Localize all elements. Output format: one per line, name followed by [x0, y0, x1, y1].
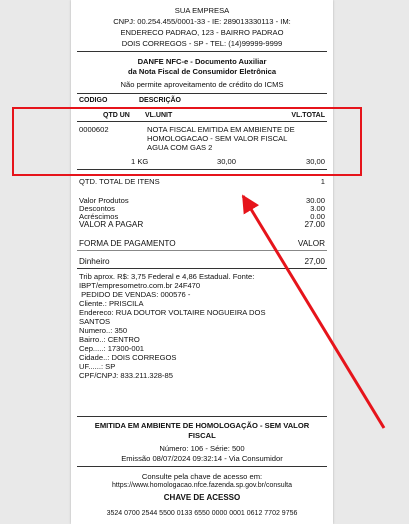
col-descricao: DESCRIÇÃO — [139, 97, 182, 104]
company-city-phone: DOIS CORREGOS - SP - TEL: (14)99999-9999 — [121, 39, 283, 48]
homolog-warning-cont: FISCAL — [188, 431, 216, 440]
info-client: Cliente.: PRISCILA — [79, 299, 144, 308]
col-vl-total: VL.TOTAL — [291, 112, 325, 119]
info-zip: Cep.....: 17300-001 — [79, 344, 145, 353]
col-vl-unit: VL.UNIT — [145, 112, 173, 119]
amount-due-value: 27.00 — [304, 220, 325, 229]
info-order: PEDIDO DE VENDAS: 000576 - — [79, 290, 191, 299]
info-document: CPF/CNPJ: 833.211.328-85 — [79, 371, 173, 380]
info-source: IBPT/empresometro.com.br 24F470 — [79, 281, 201, 290]
info-address: Endereco: RUA DOUTOR VOLTAIRE NOGUEIRA DOS — [79, 308, 266, 317]
payment-amount: 27,00 — [304, 257, 325, 266]
company-name: SUA EMPRESA — [174, 6, 230, 15]
info-tax: Trib aprox. R$: 3,75 Federal e 4,86 Estadual. Fonte: — [79, 272, 255, 281]
payment-value-label: VALOR — [297, 239, 325, 248]
products-label: Valor Produtos — [79, 196, 129, 205]
icms-note: Não permite aproveitamento de crédito do ICMS — [120, 80, 284, 89]
payment-label: FORMA DE PAGAMENTO — [79, 239, 176, 248]
company-address: ENDERECO PADRAO, 123 - BAIRRO PADRAO — [120, 28, 284, 37]
total-items-value: 1 — [320, 177, 325, 186]
consult-url[interactable]: https://www.homologacao.nfce.fazenda.sp.gov.br/consulta — [111, 482, 293, 489]
discount-label: Descontos — [79, 204, 115, 213]
access-key: 3524 0700 2544 5500 0133 6550 0000 0001 0612 7702 9756 — [106, 510, 298, 517]
item-desc-line1: NOTA FISCAL EMITIDA EM AMBIENTE DE — [147, 125, 295, 134]
total-items-label: QTD. TOTAL DE ITENS — [79, 177, 160, 186]
item-qty-un: 1 KG — [131, 157, 149, 166]
col-codigo: CODIGO — [79, 97, 108, 104]
col-qtd-un: QTD UN — [103, 112, 130, 119]
discount-value: 3.00 — [310, 204, 325, 213]
item-desc-line3: AGUA COM GAS 2 — [147, 143, 213, 152]
info-state: UF......: SP — [79, 362, 116, 371]
danfe-subtitle: da Nota Fiscal de Consumidor Eletrônica — [127, 67, 277, 76]
surcharge-value: 0.00 — [310, 212, 325, 221]
homolog-warning: EMITIDA EM AMBIENTE DE HOMOLOGAÇÃO - SEM VALOR — [94, 421, 310, 430]
info-address-cont: SANTOS — [79, 317, 111, 326]
issue-date: Emissão 08/07/2024 09:32:14 - Via Consumidor — [121, 454, 283, 463]
item-code: 0000602 — [79, 125, 109, 134]
info-number: Numero..: 350 — [79, 326, 128, 335]
invoice-number: Número: 106 - Série: 500 — [159, 444, 245, 453]
item-desc-line2: HOMOLOGACAO - SEM VALOR FISCAL — [147, 134, 288, 143]
info-district: Bairro..: CENTRO — [79, 335, 140, 344]
consult-text: Consulte pela chave de acesso em: — [141, 472, 263, 481]
arrow-icon — [243, 196, 384, 428]
access-key-label: CHAVE DE ACESSO — [163, 493, 241, 502]
amount-due-label: VALOR A PAGAR — [79, 220, 144, 229]
info-city: Cidade..: DOIS CORREGOS — [79, 353, 177, 362]
surcharge-label: Acréscimos — [79, 212, 119, 221]
item-unit-price: 30,00 — [217, 157, 237, 166]
company-ids: CNPJ: 00.254.455/0001-33 - IE: 289013330113 - IM: — [113, 17, 291, 26]
payment-method: Dinheiro — [79, 257, 110, 266]
item-total: 30,00 — [305, 157, 325, 166]
danfe-title: DANFE NFC-e - Documento Auxiliar — [137, 57, 267, 66]
products-value: 30.00 — [305, 196, 325, 205]
